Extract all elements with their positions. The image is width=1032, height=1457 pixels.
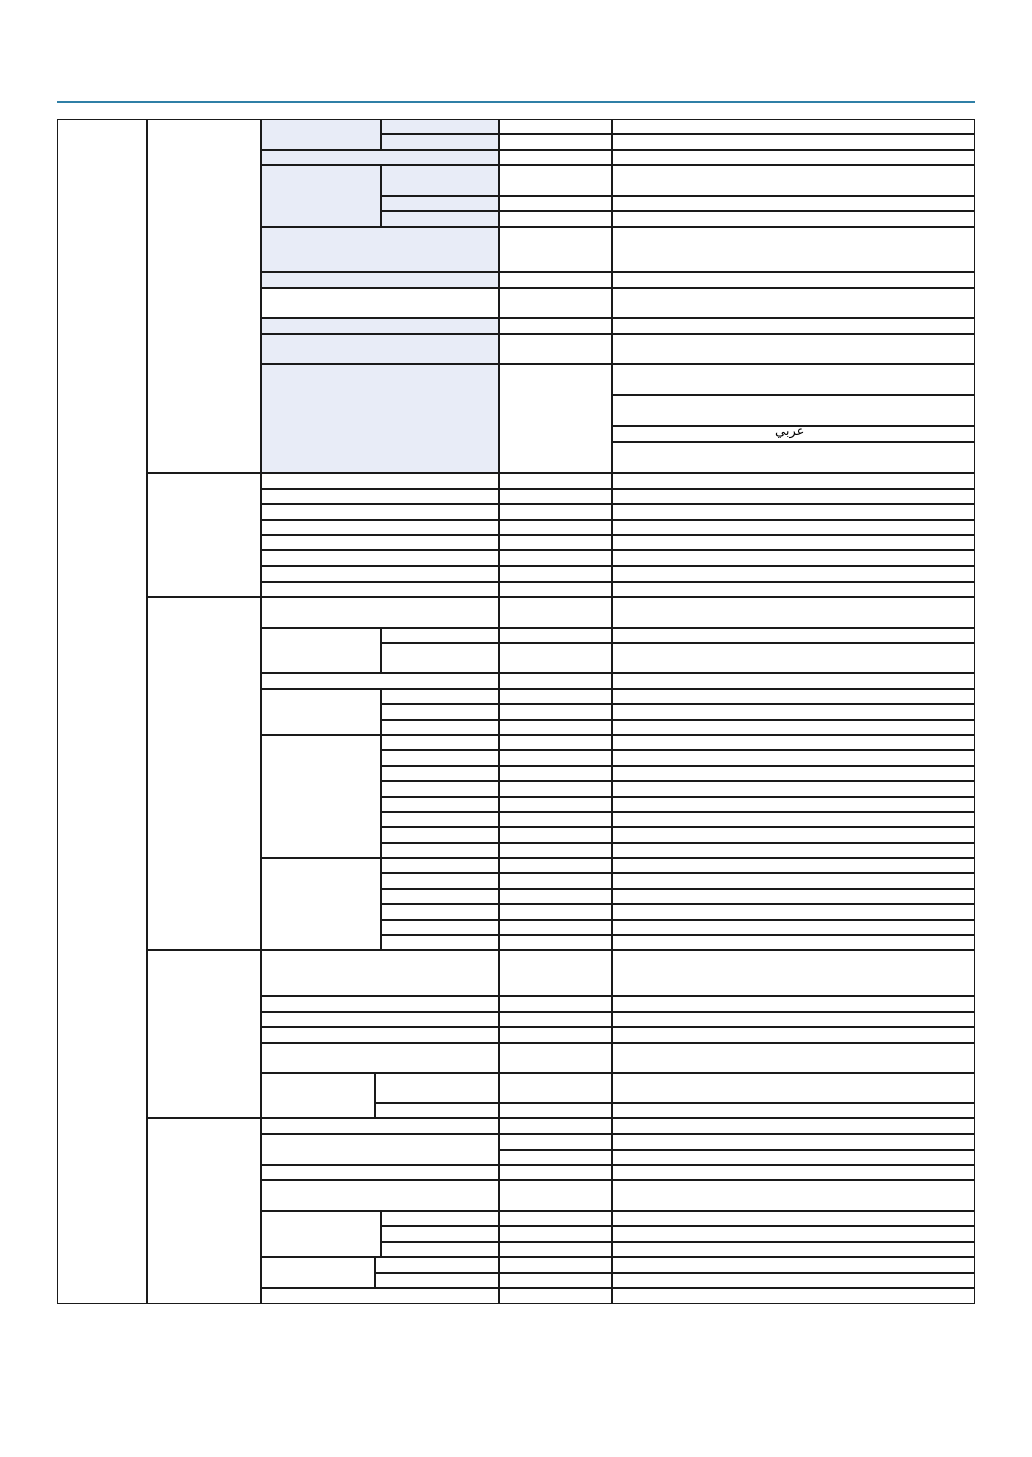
table-cell <box>381 720 499 735</box>
table-cell <box>612 582 975 597</box>
table-cell <box>499 489 612 504</box>
table-cell <box>261 1180 499 1211</box>
table-cell <box>612 1288 975 1304</box>
table-cell <box>612 1073 975 1103</box>
table-cell <box>261 628 381 673</box>
table-cell <box>612 1226 975 1242</box>
table-cell <box>612 364 975 395</box>
table-cell <box>612 272 975 288</box>
menu-group-cell <box>147 1118 261 1304</box>
table-cell <box>499 597 612 628</box>
table-cell <box>612 1134 975 1150</box>
table-cell <box>612 1211 975 1226</box>
header-rule <box>57 101 975 103</box>
table-cell <box>612 797 975 812</box>
menu-item-cell <box>261 334 499 364</box>
table-cell <box>499 873 612 889</box>
table-cell <box>261 1211 381 1257</box>
table-cell <box>612 1118 975 1134</box>
table-cell <box>499 1027 612 1043</box>
table-cell <box>381 889 499 904</box>
table-cell <box>499 673 612 689</box>
table-cell <box>612 550 975 566</box>
table-cell <box>612 1043 975 1073</box>
table-cell <box>261 520 499 535</box>
table-cell <box>499 889 612 904</box>
table-cell <box>381 643 499 673</box>
table-cell <box>499 1273 612 1288</box>
table-cell <box>381 1242 499 1257</box>
table-cell <box>499 643 612 673</box>
table-cell <box>499 1134 612 1150</box>
table-cell <box>381 858 499 873</box>
table-cell <box>499 566 612 582</box>
table-cell <box>612 520 975 535</box>
table-cell <box>612 1257 975 1273</box>
table-cell <box>261 689 381 735</box>
table-cell <box>499 1150 612 1165</box>
table-cell <box>612 935 975 950</box>
table-cell <box>261 1073 375 1118</box>
table-cell <box>612 1165 975 1180</box>
table-cell <box>612 318 975 334</box>
table-cell <box>612 597 975 628</box>
table-cell <box>261 582 499 597</box>
table-cell <box>381 689 499 704</box>
table-cell <box>612 288 975 318</box>
table-cell <box>381 119 499 134</box>
table-cell <box>261 566 499 582</box>
table-cell <box>499 1118 612 1134</box>
table-cell <box>261 1288 499 1304</box>
table-cell <box>499 843 612 858</box>
table-cell <box>499 520 612 535</box>
table-cell <box>499 1073 612 1103</box>
table-cell <box>261 550 499 566</box>
table-cell <box>612 889 975 904</box>
table-cell <box>612 996 975 1012</box>
table-cell <box>381 873 499 889</box>
table-cell <box>261 1012 499 1027</box>
table-cell <box>499 735 612 750</box>
table-cell <box>499 550 612 566</box>
menu-group-cell <box>147 473 261 597</box>
table-cell <box>375 1273 499 1288</box>
table-cell <box>261 504 499 520</box>
table-cell <box>612 150 975 165</box>
table-cell <box>499 628 612 643</box>
table-cell <box>499 1288 612 1304</box>
table-cell <box>261 673 499 689</box>
table-cell <box>612 766 975 781</box>
language-menu-cell <box>261 364 499 473</box>
table-cell <box>612 704 975 720</box>
table-cell <box>375 1257 499 1273</box>
table-cell <box>261 1257 375 1288</box>
table-cell <box>499 318 612 334</box>
table-cell <box>612 442 975 473</box>
menu-group-cell <box>147 597 261 950</box>
table-cell <box>612 1180 975 1211</box>
table-cell <box>499 334 612 364</box>
table-cell <box>612 781 975 797</box>
menu-category-cell <box>57 119 147 1304</box>
table-cell <box>499 812 612 827</box>
table-cell <box>612 720 975 735</box>
table-cell <box>499 196 612 211</box>
table-cell <box>499 904 612 920</box>
table-cell <box>381 134 499 150</box>
table-cell <box>612 1150 975 1165</box>
table-cell <box>375 1103 499 1118</box>
menu-group-cell <box>147 950 261 1118</box>
table-cell <box>499 858 612 873</box>
table-cell <box>612 119 975 134</box>
table-cell <box>261 535 499 550</box>
table-cell <box>381 1211 499 1226</box>
table-cell <box>261 1118 499 1134</box>
table-cell <box>499 827 612 843</box>
table-cell <box>499 950 612 996</box>
table-cell <box>261 996 499 1012</box>
table-cell <box>612 211 975 227</box>
table-cell <box>381 920 499 935</box>
table-cell <box>381 797 499 812</box>
table-cell <box>499 582 612 597</box>
menu-item-cell <box>261 165 381 227</box>
table-cell <box>499 1012 612 1027</box>
table-cell <box>499 781 612 797</box>
table-cell <box>612 920 975 935</box>
table-cell <box>261 950 499 996</box>
table-cell <box>261 489 499 504</box>
menu-item-cell <box>261 288 499 318</box>
table-cell <box>612 950 975 996</box>
table-cell <box>381 196 499 211</box>
table-cell <box>612 134 975 150</box>
table-cell <box>612 165 975 196</box>
table-cell <box>381 843 499 858</box>
table-cell <box>612 628 975 643</box>
table-cell <box>499 288 612 318</box>
table-cell <box>612 334 975 364</box>
menu-tree-table <box>57 119 975 1304</box>
menu-item-cell <box>261 272 499 288</box>
table-cell <box>612 858 975 873</box>
table-cell <box>612 489 975 504</box>
table-cell <box>261 473 499 489</box>
table-cell <box>612 673 975 689</box>
table-cell <box>499 1165 612 1180</box>
table-cell <box>612 827 975 843</box>
table-cell <box>499 689 612 704</box>
table-cell <box>261 1027 499 1043</box>
table-cell <box>612 812 975 827</box>
table-cell <box>381 766 499 781</box>
table-cell <box>612 504 975 520</box>
table-cell <box>381 904 499 920</box>
table-cell <box>499 1180 612 1211</box>
table-cell <box>499 750 612 766</box>
table-cell <box>381 165 499 196</box>
table-cell <box>612 1027 975 1043</box>
table-cell <box>261 1043 499 1073</box>
table-cell <box>499 364 612 473</box>
table-cell <box>499 211 612 227</box>
table-cell <box>499 1257 612 1273</box>
table-cell <box>261 858 381 950</box>
table-cell <box>261 1165 499 1180</box>
table-cell <box>499 150 612 165</box>
table-cell <box>499 272 612 288</box>
menu-item-cell <box>261 318 499 334</box>
table-cell <box>381 781 499 797</box>
table-cell <box>261 597 499 628</box>
menu-item-cell <box>261 150 499 165</box>
table-cell <box>499 920 612 935</box>
table-cell <box>612 750 975 766</box>
table-cell <box>499 1211 612 1226</box>
table-cell <box>499 1103 612 1118</box>
table-cell <box>381 750 499 766</box>
table-cell <box>381 735 499 750</box>
table-cell <box>499 504 612 520</box>
table-cell <box>375 1073 499 1103</box>
table-cell <box>499 1043 612 1073</box>
table-cell <box>499 535 612 550</box>
table-cell <box>612 1103 975 1118</box>
table-cell <box>499 704 612 720</box>
table-cell <box>499 720 612 735</box>
table-cell <box>381 827 499 843</box>
table-cell <box>261 1134 499 1165</box>
table-cell <box>381 1226 499 1242</box>
menu-group-cell <box>147 119 261 473</box>
table-cell <box>612 904 975 920</box>
table-cell <box>612 643 975 673</box>
table-cell <box>612 1012 975 1027</box>
table-cell <box>499 1226 612 1242</box>
table-cell <box>381 628 499 643</box>
table-cell <box>612 196 975 211</box>
table-cell <box>499 134 612 150</box>
table-cell <box>612 1273 975 1288</box>
table-cell <box>612 535 975 550</box>
table-cell <box>499 797 612 812</box>
table-cell <box>381 211 499 227</box>
table-cell <box>499 766 612 781</box>
table-cell <box>381 704 499 720</box>
table-cell <box>381 812 499 827</box>
table-cell <box>612 395 975 426</box>
table-cell <box>612 473 975 489</box>
table-cell <box>499 1242 612 1257</box>
table-cell <box>499 996 612 1012</box>
table-cell <box>499 473 612 489</box>
table-cell <box>499 935 612 950</box>
table-cell <box>612 689 975 704</box>
table-cell <box>612 873 975 889</box>
table-cell <box>499 227 612 272</box>
menu-item-cell <box>261 227 499 272</box>
table-cell <box>381 935 499 950</box>
table-cell <box>612 1242 975 1257</box>
table-cell <box>612 735 975 750</box>
table-cell <box>612 843 975 858</box>
language-option-arabic: عربي <box>775 424 805 439</box>
table-cell <box>499 119 612 134</box>
table-cell <box>612 566 975 582</box>
menu-item-cell <box>261 119 381 150</box>
table-cell <box>261 735 381 858</box>
table-cell <box>612 227 975 272</box>
table-cell <box>499 165 612 196</box>
